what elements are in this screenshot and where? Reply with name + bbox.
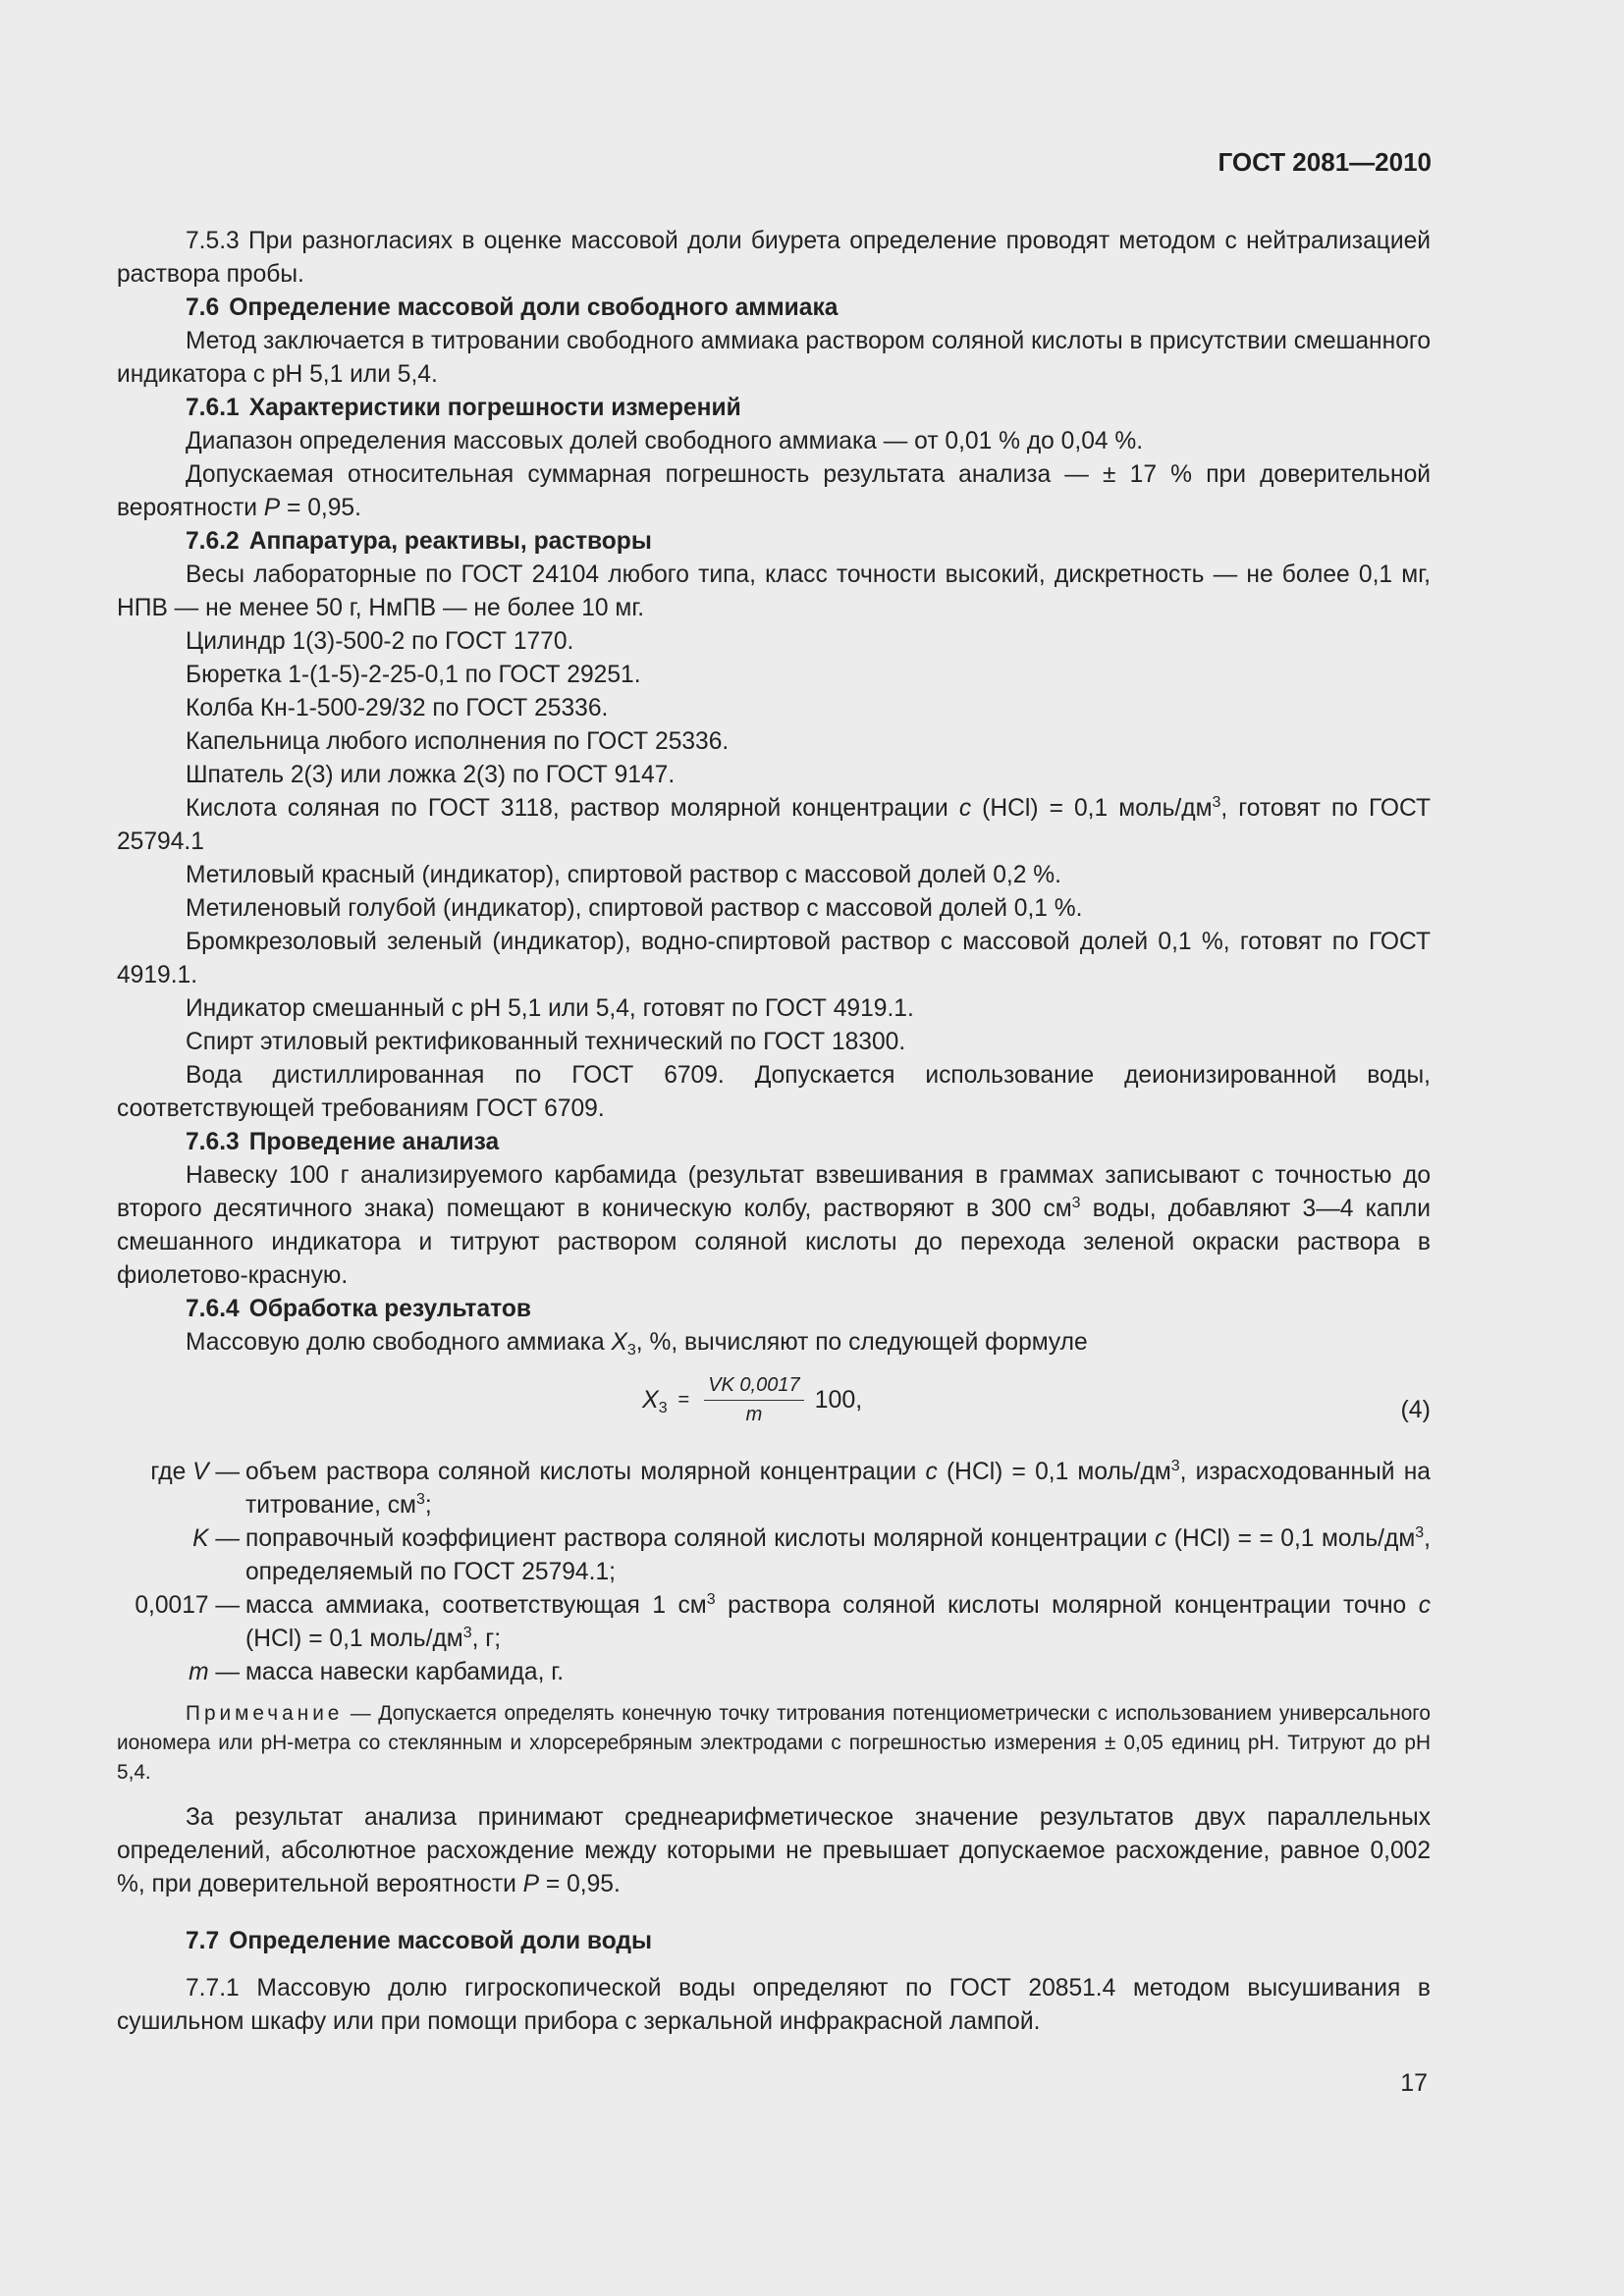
def-term (78, 1656, 240, 1689)
text-run: За результат анализа принимают среднеарифметическое значение результатов двух параллельных определений, абсолютное расхождение между которыми не превышает допускаемое расхождение, равное 0,002 %, при доверительной вероятности (117, 1804, 1431, 1897)
heading-title: Аппаратура, реактивы, растворы (248, 528, 652, 555)
symbol-p: P (263, 495, 281, 521)
item-hcl (117, 792, 1431, 859)
item-spatula: Шпатель 2(3) или ложка 2(3) по ГОСТ 9147. (186, 762, 676, 788)
heading-title: Обработка результатов (248, 1296, 532, 1322)
heading-number: 7.7 (186, 1928, 220, 1954)
heading-number: 7.6.4 (186, 1296, 240, 1322)
symbol-x: X (642, 1386, 659, 1414)
heading-7-6-1 (117, 392, 1431, 425)
heading-number: 7.6.3 (186, 1129, 240, 1155)
term-value: 0,0017 (135, 1592, 209, 1619)
text-run: , %, вычисляют по следующей формуле (635, 1329, 1088, 1356)
heading-number: 7.6 (186, 294, 220, 321)
superscript: 3 (1212, 794, 1221, 811)
heading-title: Проведение анализа (248, 1129, 500, 1155)
text-run: Допускаемая относительная суммарная погрешность результата анализа — ± 17 % при доверительной вероятности (117, 461, 1431, 521)
symbol-p: P (522, 1871, 540, 1897)
text-run: объем раствора соляной кислоты молярной концентрации (245, 1459, 926, 1485)
heading-7-6-3 (117, 1126, 1431, 1159)
text-run: Массовую долю свободного аммиака (186, 1329, 612, 1356)
heading-title: Определение массовой доли свободного аммиака (229, 294, 839, 321)
subscript: 3 (626, 1342, 636, 1359)
text-run: , израсходованный на титрование, см (245, 1459, 1431, 1519)
symbol-c: c (925, 1459, 938, 1485)
text-run: воды, добавляют 3—4 капли смешанного индикатора и титруют раствором соляной кислоты до перехода зеленой окраски раствора в фиолетово-красную. (117, 1196, 1431, 1289)
dash: — (208, 1592, 240, 1619)
symbol-x: X (611, 1329, 627, 1356)
heading-7-6-2 (117, 525, 1431, 559)
text-run: раствора соляной кислоты молярной концентрации точно (715, 1592, 1419, 1619)
text-run: ; (424, 1492, 432, 1519)
item-cylinder: Цилиндр 1(3)-500-2 по ГОСТ 1770. (186, 628, 574, 655)
text-run: где (150, 1459, 193, 1485)
text-run: (HCl) = 0,1 моль/дм (971, 795, 1213, 822)
superscript: 3 (415, 1491, 425, 1508)
heading-title: Характеристики погрешности измерений (248, 395, 741, 421)
text-run: поправочный коэффициент раствора соляной кислоты молярной концентрации (245, 1525, 1156, 1552)
text-run: Кислота соляная по ГОСТ 3118, раствор молярной концентрации (186, 795, 959, 822)
page-number: 17 (1400, 2069, 1428, 2097)
formula-number: (4) (1400, 1396, 1431, 1423)
page-content (117, 225, 1431, 2039)
formula-expression (642, 1373, 862, 1426)
note (117, 1699, 1431, 1788)
symbol-v: V (192, 1459, 209, 1485)
symbol-c: c (958, 795, 972, 822)
dash: — (208, 1525, 240, 1552)
def-m (117, 1656, 1431, 1689)
para-7-7-1: 7.7.1 Массовую долю гигроскопической воды определяют по ГОСТ 20851.4 методом высушивания в сушильном шкафу или при помощи прибора с зеркальной инфракрасной лампой. (117, 1975, 1431, 2035)
formula-4 (117, 1369, 1431, 1446)
item-burette: Бюретка 1-(1-5)-2-25-0,1 по ГОСТ 29251. (186, 662, 641, 688)
heading-number: 7.6.2 (186, 528, 240, 555)
text-run: , определяемый по ГОСТ 25794.1; (245, 1525, 1432, 1585)
superscript: 3 (462, 1625, 472, 1641)
heading-7-6-4 (117, 1293, 1431, 1326)
symbol-c: c (1418, 1592, 1431, 1619)
item-mixed-indicator: Индикатор смешанный с рН 5,1 или 5,4, готовят по ГОСТ 4919.1. (186, 995, 914, 1022)
text-run: масса навески карбамида, г. (245, 1659, 565, 1685)
note-text: — Допускается определять конечную точку титрования потенциометрически с использованием универсального иономера или рН-метра со стеклянным и хлорсеребряным электродами с погрешностью измерения ± 0,05 единиц рН. Титруют до рН 5,4. (117, 1702, 1431, 1784)
para-7-5-3: 7.5.3 При разногласиях в оценке массовой доли биурета определение проводят методом с нейтрализацией раствора пробы. (117, 228, 1431, 288)
dash: — (208, 1659, 240, 1685)
heading-number: 7.6.1 (186, 395, 240, 421)
item-flask: Колба Кн-1-500-29/32 по ГОСТ 25336. (186, 695, 609, 721)
formula-lhs (642, 1383, 668, 1416)
dash: — (208, 1459, 240, 1485)
text-run: (HCl) = 0,1 моль/дм (937, 1459, 1171, 1485)
item-dropper: Капельница любого исполнения по ГОСТ 25336. (186, 728, 730, 755)
text-run: , готовят по ГОСТ 25794.1 (117, 795, 1432, 855)
para-range: Диапазон определения массовых долей свободного аммиака — от 0,01 % до 0,04 %. (186, 428, 1144, 454)
para-error (117, 458, 1431, 525)
superscript: 3 (1071, 1195, 1081, 1211)
para-calc (117, 1326, 1431, 1360)
text-run: (HCl) = = 0,1 моль/дм (1166, 1525, 1416, 1552)
fraction-denominator: m (745, 1404, 763, 1425)
heading-7-7 (117, 1925, 1431, 1958)
equals-sign: = (677, 1389, 690, 1411)
fraction-numerator: VK 0,0017 (704, 1373, 803, 1401)
para-7-6: Метод заключается в титровании свободного аммиака раствором соляной кислоты в присутствии смешанного индикатора с рН 5,1 или 5,4. (117, 328, 1431, 388)
heading-7-6 (117, 292, 1431, 325)
def-term (78, 1589, 240, 1623)
item-water: Вода дистиллированная по ГОСТ 6709. Допускается использование деионизированной воды, соответствующей требованиям ГОСТ 6709. (117, 1062, 1431, 1122)
item-scales: Весы лабораторные по ГОСТ 24104 любого типа, класс точности высокий, дискретность — не более 0,1 мг, НПВ — не менее 50 г, НмПВ — не более 10 мг. (117, 561, 1431, 621)
item-ethanol: Спирт этиловый ректификованный технический по ГОСТ 18300. (186, 1029, 906, 1055)
text-run: масса аммиака, соответствующая 1 см (245, 1592, 707, 1619)
item-bromocresol: Бромкрезоловый зеленый (индикатор), водно-спиртовой раствор с массовой долей 0,1 %, готовят по ГОСТ 4919.1. (117, 929, 1431, 988)
def-term (78, 1522, 240, 1556)
symbol-m: m (189, 1659, 209, 1685)
text-run: = 0,95. (280, 495, 361, 521)
def-term (78, 1456, 240, 1489)
para-procedure (117, 1159, 1431, 1293)
superscript: 3 (1170, 1458, 1180, 1474)
item-methylene-blue: Метиленовый голубой (индикатор), спиртовой раствор с массовой долей 0,1 %. (186, 895, 1083, 922)
text-run: Навеску 100 г анализируемого карбамида (результат взвешивания в граммах записывают с точностью до второго десятичного знака) помещают в коническую колбу, растворяют в 300 см (117, 1162, 1431, 1222)
def-0-0017 (117, 1589, 1431, 1656)
item-methyl-red: Метиловый красный (индикатор), спиртовой раствор с массовой долей 0,2 %. (186, 862, 1061, 888)
superscript: 3 (706, 1591, 716, 1608)
symbol-definitions (117, 1456, 1431, 1689)
text-run: (HCl) = 0,1 моль/дм (245, 1626, 463, 1652)
symbol-c: c (1155, 1525, 1167, 1552)
formula-fraction (704, 1373, 803, 1426)
standard-header: ГОСТ 2081—2010 (1218, 147, 1432, 177)
formula-tail: 100, (814, 1386, 863, 1414)
def-k (117, 1522, 1431, 1589)
text-run: = 0,95. (539, 1871, 621, 1897)
heading-title: Определение массовой доли воды (229, 1928, 653, 1954)
para-result (117, 1801, 1431, 1901)
superscript: 3 (1415, 1524, 1425, 1541)
note-label: Примечание (186, 1702, 344, 1725)
def-v (117, 1456, 1431, 1522)
symbol-k: K (192, 1525, 209, 1552)
subscript: 3 (658, 1400, 668, 1416)
text-run: , г; (471, 1626, 502, 1652)
